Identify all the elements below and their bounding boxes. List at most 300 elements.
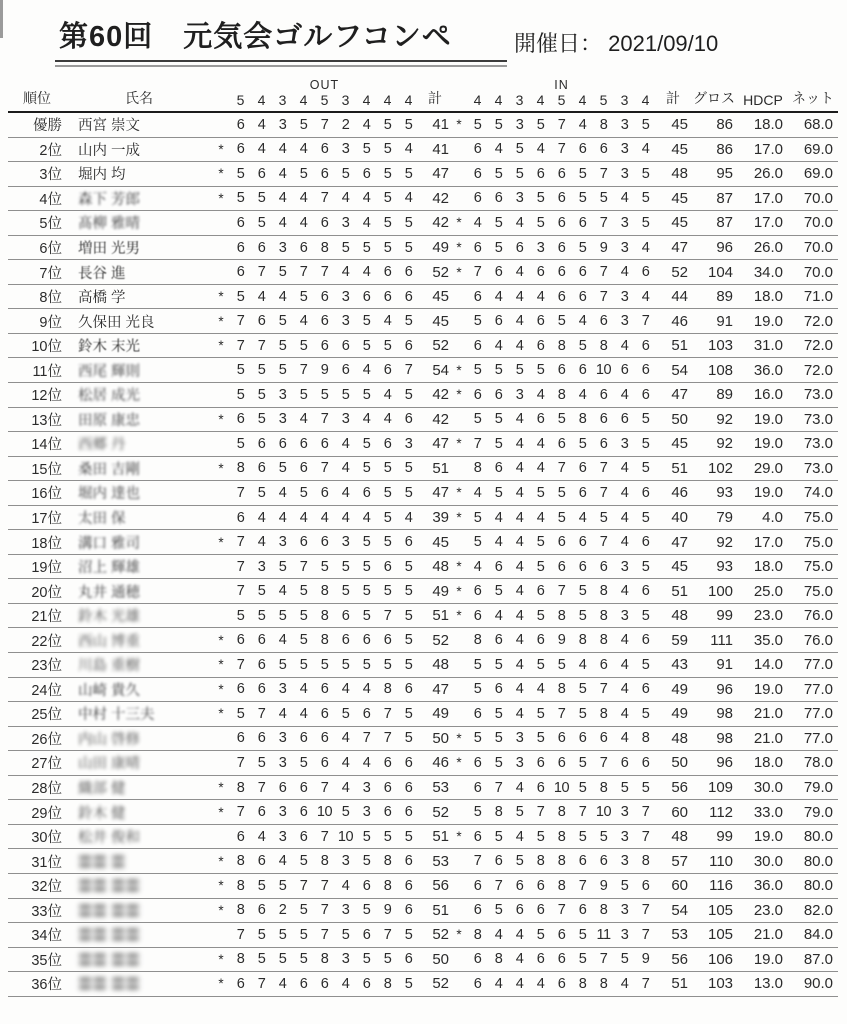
in-hole-score: 4	[509, 554, 530, 579]
out-hole-score: 5	[314, 554, 335, 579]
out-hole-score: 4	[356, 407, 377, 432]
out-hole-score: 8	[230, 775, 251, 800]
col-header-out: OUT	[309, 78, 340, 92]
out-par-header: 4	[299, 92, 308, 108]
out-hole-score: 6	[356, 284, 377, 309]
out-hole-score: 6	[314, 211, 335, 236]
net-score: 90.0	[788, 972, 838, 997]
out-hole-score: 4	[272, 579, 293, 604]
out-hole-score: 4	[293, 702, 314, 727]
out-total: 50	[419, 947, 451, 972]
out-hole-score: 6	[377, 800, 398, 825]
out-hole-score: 4	[335, 873, 356, 898]
out-total: 42	[419, 211, 451, 236]
in-hole-score: 6	[530, 751, 551, 776]
out-hole-score: 5	[356, 137, 377, 162]
in-hole-score: 6	[509, 235, 530, 260]
in-hole-score: 6	[488, 383, 509, 408]
in-hole-score: 6	[551, 162, 572, 187]
out-hole-score: 5	[230, 358, 251, 383]
name-cell	[66, 972, 212, 997]
in-hole-score: 4	[635, 235, 656, 260]
in-hole-score: 8	[551, 603, 572, 628]
in-hole-score: 4	[635, 284, 656, 309]
in-hole-score: 8	[488, 800, 509, 825]
out-hole-score: 7	[230, 923, 251, 948]
player-name: 鈴木 光雄	[78, 609, 141, 626]
net-score: 73.0	[788, 432, 838, 457]
out-par-header: 4	[383, 92, 392, 108]
out-hole-score: 5	[398, 923, 419, 948]
handicap: 29.0	[738, 456, 788, 481]
in-hole-score: 3	[614, 284, 635, 309]
out-hole-score: 4	[272, 162, 293, 187]
player-name: 〓〓 〓〓	[78, 952, 141, 969]
handicap: 26.0	[738, 235, 788, 260]
in-total: 48	[656, 603, 690, 628]
in-hole-score: 6	[614, 751, 635, 776]
out-hole-score: 3	[272, 235, 293, 260]
out-total: 47	[419, 481, 451, 506]
in-hole-score: 8	[593, 333, 614, 358]
handicap: 19.0	[738, 407, 788, 432]
out-hole-score: 5	[272, 923, 293, 948]
out-par-header: 5	[320, 92, 329, 108]
in-hole-score: 5	[467, 677, 488, 702]
out-hole-score: 7	[293, 554, 314, 579]
out-hole-score: 5	[272, 603, 293, 628]
in-hole-score: 5	[488, 407, 509, 432]
in-hole-score: 4	[509, 628, 530, 653]
net-score: 73.0	[788, 456, 838, 481]
in-hole-score: 6	[467, 751, 488, 776]
rank-cell: 10位	[8, 333, 66, 358]
start-marker-out: *	[212, 284, 230, 309]
table-row	[8, 333, 838, 358]
out-hole-score: 4	[272, 137, 293, 162]
in-hole-score: 7	[551, 579, 572, 604]
player-name: 鈴木 健	[78, 805, 126, 822]
out-hole-score: 5	[251, 186, 272, 211]
in-hole-score: 5	[593, 824, 614, 849]
in-par-header: 4	[473, 92, 482, 108]
out-total: 52	[419, 923, 451, 948]
out-hole-score: 6	[293, 800, 314, 825]
out-hole-score: 6	[251, 898, 272, 923]
in-total: 56	[656, 947, 690, 972]
start-marker-out: *	[212, 702, 230, 727]
gross-score: 106	[690, 947, 738, 972]
out-hole-score: 5	[314, 653, 335, 678]
in-hole-score: 5	[467, 505, 488, 530]
out-hole-score: 6	[398, 284, 419, 309]
out-total: 46	[419, 751, 451, 776]
out-hole-score: 5	[377, 137, 398, 162]
in-hole-score: 6	[467, 824, 488, 849]
in-hole-score: 4	[509, 702, 530, 727]
start-marker-in	[451, 333, 467, 358]
table-body	[8, 112, 838, 996]
out-hole-score: 8	[377, 849, 398, 874]
handicap: 17.0	[738, 186, 788, 211]
out-hole-score: 5	[230, 383, 251, 408]
out-hole-score: 6	[230, 824, 251, 849]
in-hole-score: 6	[467, 603, 488, 628]
in-hole-score: 5	[509, 137, 530, 162]
in-hole-score: 5	[572, 579, 593, 604]
in-hole-score: 4	[614, 677, 635, 702]
out-total: 52	[419, 260, 451, 285]
name-cell	[66, 407, 212, 432]
in-hole-score: 7	[635, 898, 656, 923]
name-cell	[66, 898, 212, 923]
in-par-header: 4	[536, 92, 545, 108]
out-hole-score: 6	[356, 923, 377, 948]
name-cell	[66, 235, 212, 260]
start-marker-out: *	[212, 775, 230, 800]
gross-score: 108	[690, 358, 738, 383]
in-total: 45	[656, 211, 690, 236]
in-hole-score: 4	[614, 505, 635, 530]
gross-score: 110	[690, 849, 738, 874]
in-hole-score: 5	[551, 653, 572, 678]
in-hole-score: 5	[488, 751, 509, 776]
gross-score: 102	[690, 456, 738, 481]
net-score: 72.0	[788, 309, 838, 334]
out-hole-score: 6	[251, 849, 272, 874]
table-row	[8, 775, 838, 800]
player-name: 増田 光男	[78, 241, 141, 257]
out-hole-score: 5	[398, 579, 419, 604]
in-hole-score: 6	[467, 947, 488, 972]
in-hole-score: 6	[572, 554, 593, 579]
in-hole-score: 4	[509, 947, 530, 972]
in-hole-score: 5	[530, 481, 551, 506]
in-hole-score: 5	[488, 653, 509, 678]
start-marker-out	[212, 824, 230, 849]
net-score: 77.0	[788, 677, 838, 702]
name-cell	[66, 653, 212, 678]
out-hole-score: 4	[398, 505, 419, 530]
name-cell	[66, 530, 212, 555]
in-par-header: 5	[557, 92, 566, 108]
out-hole-score: 4	[251, 137, 272, 162]
in-hole-score: 8	[551, 873, 572, 898]
out-par-header: 3	[341, 92, 350, 108]
out-hole-score: 7	[251, 702, 272, 727]
out-hole-score: 4	[335, 726, 356, 751]
in-hole-score: 6	[635, 677, 656, 702]
out-hole-score: 5	[398, 726, 419, 751]
start-marker-in	[451, 628, 467, 653]
table-row	[8, 800, 838, 825]
out-hole-score: 4	[272, 972, 293, 997]
net-score: 75.0	[788, 554, 838, 579]
in-hole-score: 6	[530, 407, 551, 432]
in-hole-score: 4	[614, 653, 635, 678]
in-hole-score: 4	[509, 432, 530, 457]
start-marker-out: *	[212, 873, 230, 898]
in-hole-score: 9	[551, 628, 572, 653]
in-hole-score: 6	[530, 775, 551, 800]
in-hole-score: 6	[488, 628, 509, 653]
out-hole-score: 5	[377, 505, 398, 530]
name-cell	[66, 824, 212, 849]
in-hole-score: 8	[551, 677, 572, 702]
out-hole-score: 3	[272, 407, 293, 432]
out-total: 49	[419, 235, 451, 260]
in-hole-score: 6	[593, 383, 614, 408]
in-hole-score: 7	[593, 211, 614, 236]
in-hole-score: 5	[614, 775, 635, 800]
out-total: 51	[419, 824, 451, 849]
start-marker-out: *	[212, 456, 230, 481]
start-marker-in: *	[451, 751, 467, 776]
in-hole-score: 6	[593, 432, 614, 457]
in-hole-score: 7	[635, 800, 656, 825]
handicap: 33.0	[738, 800, 788, 825]
start-marker-in	[451, 284, 467, 309]
name-cell	[66, 383, 212, 408]
start-marker-in	[451, 162, 467, 187]
in-hole-score: 4	[614, 456, 635, 481]
out-hole-score: 5	[335, 923, 356, 948]
out-hole-score: 6	[251, 162, 272, 187]
in-hole-score: 4	[530, 432, 551, 457]
handicap: 34.0	[738, 260, 788, 285]
in-hole-score: 6	[593, 726, 614, 751]
out-hole-score: 7	[377, 923, 398, 948]
table-row	[8, 898, 838, 923]
in-hole-score: 5	[572, 947, 593, 972]
out-hole-score: 7	[314, 407, 335, 432]
net-score: 76.0	[788, 603, 838, 628]
handicap: 19.0	[738, 432, 788, 457]
in-hole-score: 6	[509, 898, 530, 923]
in-hole-score: 6	[635, 260, 656, 285]
out-hole-score: 6	[293, 775, 314, 800]
in-hole-score: 4	[614, 481, 635, 506]
in-hole-score: 5	[467, 530, 488, 555]
table-row	[8, 554, 838, 579]
in-hole-score: 6	[572, 260, 593, 285]
in-hole-score: 3	[509, 186, 530, 211]
out-hole-score: 4	[356, 358, 377, 383]
gross-score: 105	[690, 923, 738, 948]
in-hole-score: 10	[593, 800, 614, 825]
rank-cell: 23位	[8, 653, 66, 678]
out-total: 51	[419, 456, 451, 481]
name-cell	[66, 432, 212, 457]
out-hole-score: 8	[230, 873, 251, 898]
in-hole-score: 3	[614, 824, 635, 849]
in-hole-score: 6	[467, 775, 488, 800]
out-hole-score: 5	[230, 702, 251, 727]
in-total: 48	[656, 824, 690, 849]
table-row	[8, 211, 838, 236]
in-hole-score: 5	[509, 849, 530, 874]
handicap: 21.0	[738, 702, 788, 727]
out-hole-score: 3	[356, 775, 377, 800]
start-marker-out	[212, 579, 230, 604]
out-hole-score: 5	[293, 284, 314, 309]
out-total: 41	[419, 137, 451, 162]
out-total: 47	[419, 432, 451, 457]
out-hole-score: 7	[230, 653, 251, 678]
in-hole-score: 6	[488, 186, 509, 211]
out-hole-score: 5	[377, 481, 398, 506]
out-hole-score: 6	[314, 972, 335, 997]
out-hole-score: 6	[377, 751, 398, 776]
net-score: 80.0	[788, 849, 838, 874]
out-total: 53	[419, 849, 451, 874]
out-hole-score: 5	[251, 407, 272, 432]
in-total: 47	[656, 235, 690, 260]
col-header-name: 氏名	[125, 90, 153, 106]
in-hole-score: 7	[551, 112, 572, 137]
out-hole-score: 4	[272, 186, 293, 211]
in-hole-score: 7	[551, 456, 572, 481]
in-hole-score: 4	[509, 972, 530, 997]
in-hole-score: 4	[509, 530, 530, 555]
rank-cell: 35位	[8, 947, 66, 972]
out-hole-score: 5	[377, 211, 398, 236]
start-marker-out: *	[212, 407, 230, 432]
start-marker-in: *	[451, 554, 467, 579]
out-hole-score: 7	[230, 530, 251, 555]
in-total: 50	[656, 407, 690, 432]
in-hole-score: 6	[467, 702, 488, 727]
out-hole-score: 6	[251, 800, 272, 825]
in-par-header: 5	[599, 92, 608, 108]
out-hole-score: 6	[335, 603, 356, 628]
out-hole-score: 8	[377, 677, 398, 702]
gross-score: 96	[690, 677, 738, 702]
out-hole-score: 4	[251, 505, 272, 530]
in-hole-score: 8	[593, 898, 614, 923]
out-hole-score: 7	[230, 751, 251, 776]
start-marker-in: *	[451, 432, 467, 457]
rank-cell: 36位	[8, 972, 66, 997]
out-hole-score: 8	[377, 873, 398, 898]
in-hole-score: 5	[635, 702, 656, 727]
gross-score: 98	[690, 726, 738, 751]
out-hole-score: 6	[230, 137, 251, 162]
table-row	[8, 358, 838, 383]
start-marker-out: *	[212, 333, 230, 358]
in-total: 50	[656, 751, 690, 776]
name-cell	[66, 947, 212, 972]
out-hole-score: 5	[377, 530, 398, 555]
out-hole-score: 7	[398, 358, 419, 383]
handicap: 17.0	[738, 137, 788, 162]
in-hole-score: 7	[572, 800, 593, 825]
in-hole-score: 3	[509, 751, 530, 776]
out-hole-score: 7	[314, 898, 335, 923]
rank-cell: 14位	[8, 432, 66, 457]
out-hole-score: 4	[398, 137, 419, 162]
in-hole-score: 6	[551, 947, 572, 972]
player-name: 高橋 学	[78, 290, 126, 307]
rank-cell: 28位	[8, 775, 66, 800]
out-hole-score: 6	[314, 677, 335, 702]
out-hole-score: 4	[356, 505, 377, 530]
out-hole-score: 5	[251, 873, 272, 898]
out-par-header: 4	[257, 92, 266, 108]
in-hole-score: 5	[488, 726, 509, 751]
table-row	[8, 579, 838, 604]
name-cell	[66, 702, 212, 727]
player-name: 〓〓 〓	[78, 854, 126, 871]
in-hole-score: 4	[488, 333, 509, 358]
in-hole-score: 5	[635, 186, 656, 211]
player-name: 森下 芳郎	[78, 191, 141, 208]
out-hole-score: 6	[398, 849, 419, 874]
player-name: 中村 十三夫	[78, 707, 155, 724]
out-hole-score: 5	[356, 554, 377, 579]
out-hole-score: 4	[293, 211, 314, 236]
out-hole-score: 6	[377, 432, 398, 457]
name-cell	[66, 260, 212, 285]
in-hole-score: 6	[572, 849, 593, 874]
out-hole-score: 4	[272, 505, 293, 530]
out-hole-score: 5	[398, 309, 419, 334]
in-hole-score: 5	[572, 603, 593, 628]
in-hole-score: 5	[635, 162, 656, 187]
out-hole-score: 8	[314, 849, 335, 874]
out-hole-score: 6	[398, 530, 419, 555]
in-hole-score: 6	[593, 653, 614, 678]
in-hole-score: 5	[635, 112, 656, 137]
in-total: 46	[656, 481, 690, 506]
out-hole-score: 5	[398, 653, 419, 678]
results-table	[8, 78, 838, 997]
out-hole-score: 4	[272, 284, 293, 309]
gross-score: 87	[690, 211, 738, 236]
in-hole-score: 8	[572, 407, 593, 432]
out-hole-score: 5	[335, 653, 356, 678]
start-marker-out	[212, 751, 230, 776]
in-total: 51	[656, 333, 690, 358]
in-hole-score: 3	[509, 383, 530, 408]
in-hole-score: 8	[467, 923, 488, 948]
player-name: 〓〓 〓〓	[78, 903, 141, 920]
rank-cell: 30位	[8, 824, 66, 849]
in-total: 51	[656, 456, 690, 481]
player-name: 内山 啓修	[78, 731, 141, 748]
in-hole-score: 4	[509, 653, 530, 678]
out-hole-score: 8	[230, 456, 251, 481]
out-hole-score: 5	[272, 947, 293, 972]
gross-score: 112	[690, 800, 738, 825]
out-hole-score: 5	[293, 628, 314, 653]
handicap: 26.0	[738, 162, 788, 187]
out-hole-score: 4	[377, 407, 398, 432]
rank-cell: 20位	[8, 579, 66, 604]
out-hole-score: 6	[314, 481, 335, 506]
in-hole-score: 4	[614, 726, 635, 751]
player-name: 山田 康晴	[78, 756, 141, 773]
table-row	[8, 432, 838, 457]
out-par-header: 4	[362, 92, 371, 108]
start-marker-out: *	[212, 800, 230, 825]
out-total: 47	[419, 162, 451, 187]
in-hole-score: 6	[467, 235, 488, 260]
handicap: 17.0	[738, 211, 788, 236]
out-hole-score: 6	[356, 162, 377, 187]
handicap: 19.0	[738, 677, 788, 702]
in-hole-score: 5	[530, 358, 551, 383]
